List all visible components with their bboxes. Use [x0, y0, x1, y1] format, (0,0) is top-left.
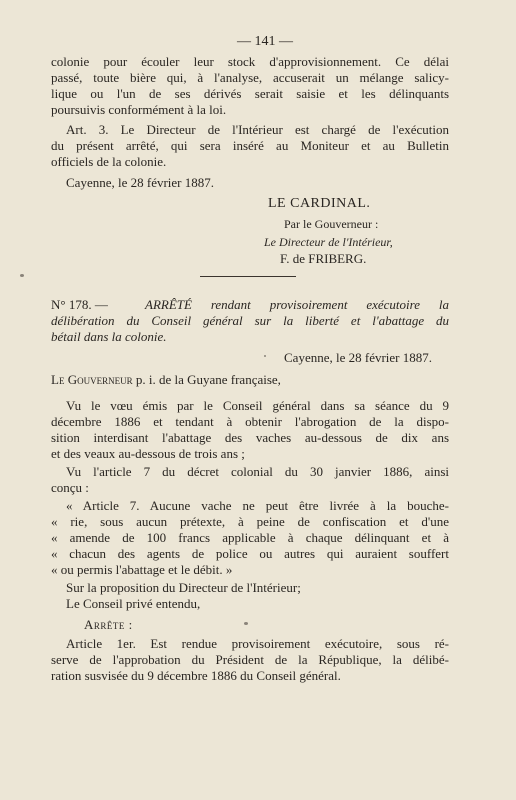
article-3-line: Art. 3. Le Directeur de l'Intérieur est chargé de l'exécution — [66, 122, 449, 137]
decree-title-line: délibération du Conseil général sur la liberté et l'abattage du — [51, 313, 449, 328]
text-line: passé, toute bière qui, à l'analyse, accuserait un mélange salicy- — [51, 70, 449, 85]
place-date: Cayenne, le 28 février 1887. — [66, 175, 215, 190]
article-1-line: serve de l'approbation du Président de la République, la délibé- — [51, 652, 449, 667]
paper-speck — [20, 274, 24, 277]
considerant-line: sition interdisant l'abattage des vaches au-dessous de dix ans — [51, 430, 449, 445]
decree-title-line: ARRÊTÉ rendant provisoirement exécutoire la — [145, 297, 449, 312]
governor-line — [51, 372, 281, 388]
signature-name: LE CARDINAL. — [268, 196, 371, 211]
considerant-line: Vu l'article 7 du décret colonial du 30 janvier 1886, ainsi — [66, 464, 449, 479]
governor-lead: Le Gouverneur — [51, 372, 133, 387]
text-line: lique ou l'un de ses dérivés serait saisie et les délinquants — [51, 86, 449, 101]
paper-speck — [244, 622, 248, 625]
conseil-line: Le Conseil privé entendu, — [66, 596, 201, 611]
arrete-heading: Arrête : — [84, 617, 133, 632]
article-3-line: officiels de la colonie. — [51, 154, 167, 169]
considerant-line: conçu : — [51, 480, 89, 495]
text-line: colonie pour écouler leur stock d'approvisionnement. Ce délai — [51, 54, 449, 69]
page-number: — 141 — — [237, 34, 293, 49]
section-divider — [200, 276, 296, 277]
quote-line: « rie, sous aucun prétexte, à peine de confiscation et d'une — [51, 514, 449, 529]
paper-speck — [264, 355, 266, 357]
decree-date: Cayenne, le 28 février 1887. — [284, 350, 433, 365]
article-1-line: Article 1er. Est rendue provisoirement exécutoire, sous ré- — [66, 636, 449, 651]
signature-role: Le Directeur de l'Intérieur, — [264, 235, 393, 249]
proposition-line: Sur la proposition du Directeur de l'Intérieur; — [66, 580, 301, 595]
signature-by: Par le Gouverneur : — [284, 217, 379, 231]
considerant-line: décembre 1886 et tendant à obtenir l'abrogation de la dispo- — [51, 414, 449, 429]
considerant-line: et des veaux au-dessous de trois ans ; — [51, 446, 245, 461]
decree-title-line: bétail dans la colonie. — [51, 329, 167, 344]
article-3-line: du présent arrêté, qui sera inséré au Moniteur et au Bulletin — [51, 138, 449, 153]
text-line: poursuivis conformément à la loi. — [51, 102, 227, 117]
decree-number: N° 178. — — [51, 297, 108, 312]
article-1-line: ration susvisée du 9 décembre 1886 du Conseil général. — [51, 668, 341, 683]
quote-line: « ou permis l'abattage et le débit. » — [51, 562, 233, 577]
quote-line: « Article 7. Aucune vache ne peut être livrée à la bouche- — [66, 498, 449, 513]
considerant-line: Vu le vœu émis par le Conseil général dans sa séance du 9 — [66, 398, 449, 413]
governor-rest: p. i. de la Guyane française, — [132, 372, 281, 387]
quote-line: « amende de 100 francs applicable à chaque délinquant et à — [51, 530, 449, 545]
signature-signer: F. de FRIBERG. — [280, 251, 367, 266]
quote-line: « chacun des agents de police ou autres qui auraient souffert — [51, 546, 449, 561]
